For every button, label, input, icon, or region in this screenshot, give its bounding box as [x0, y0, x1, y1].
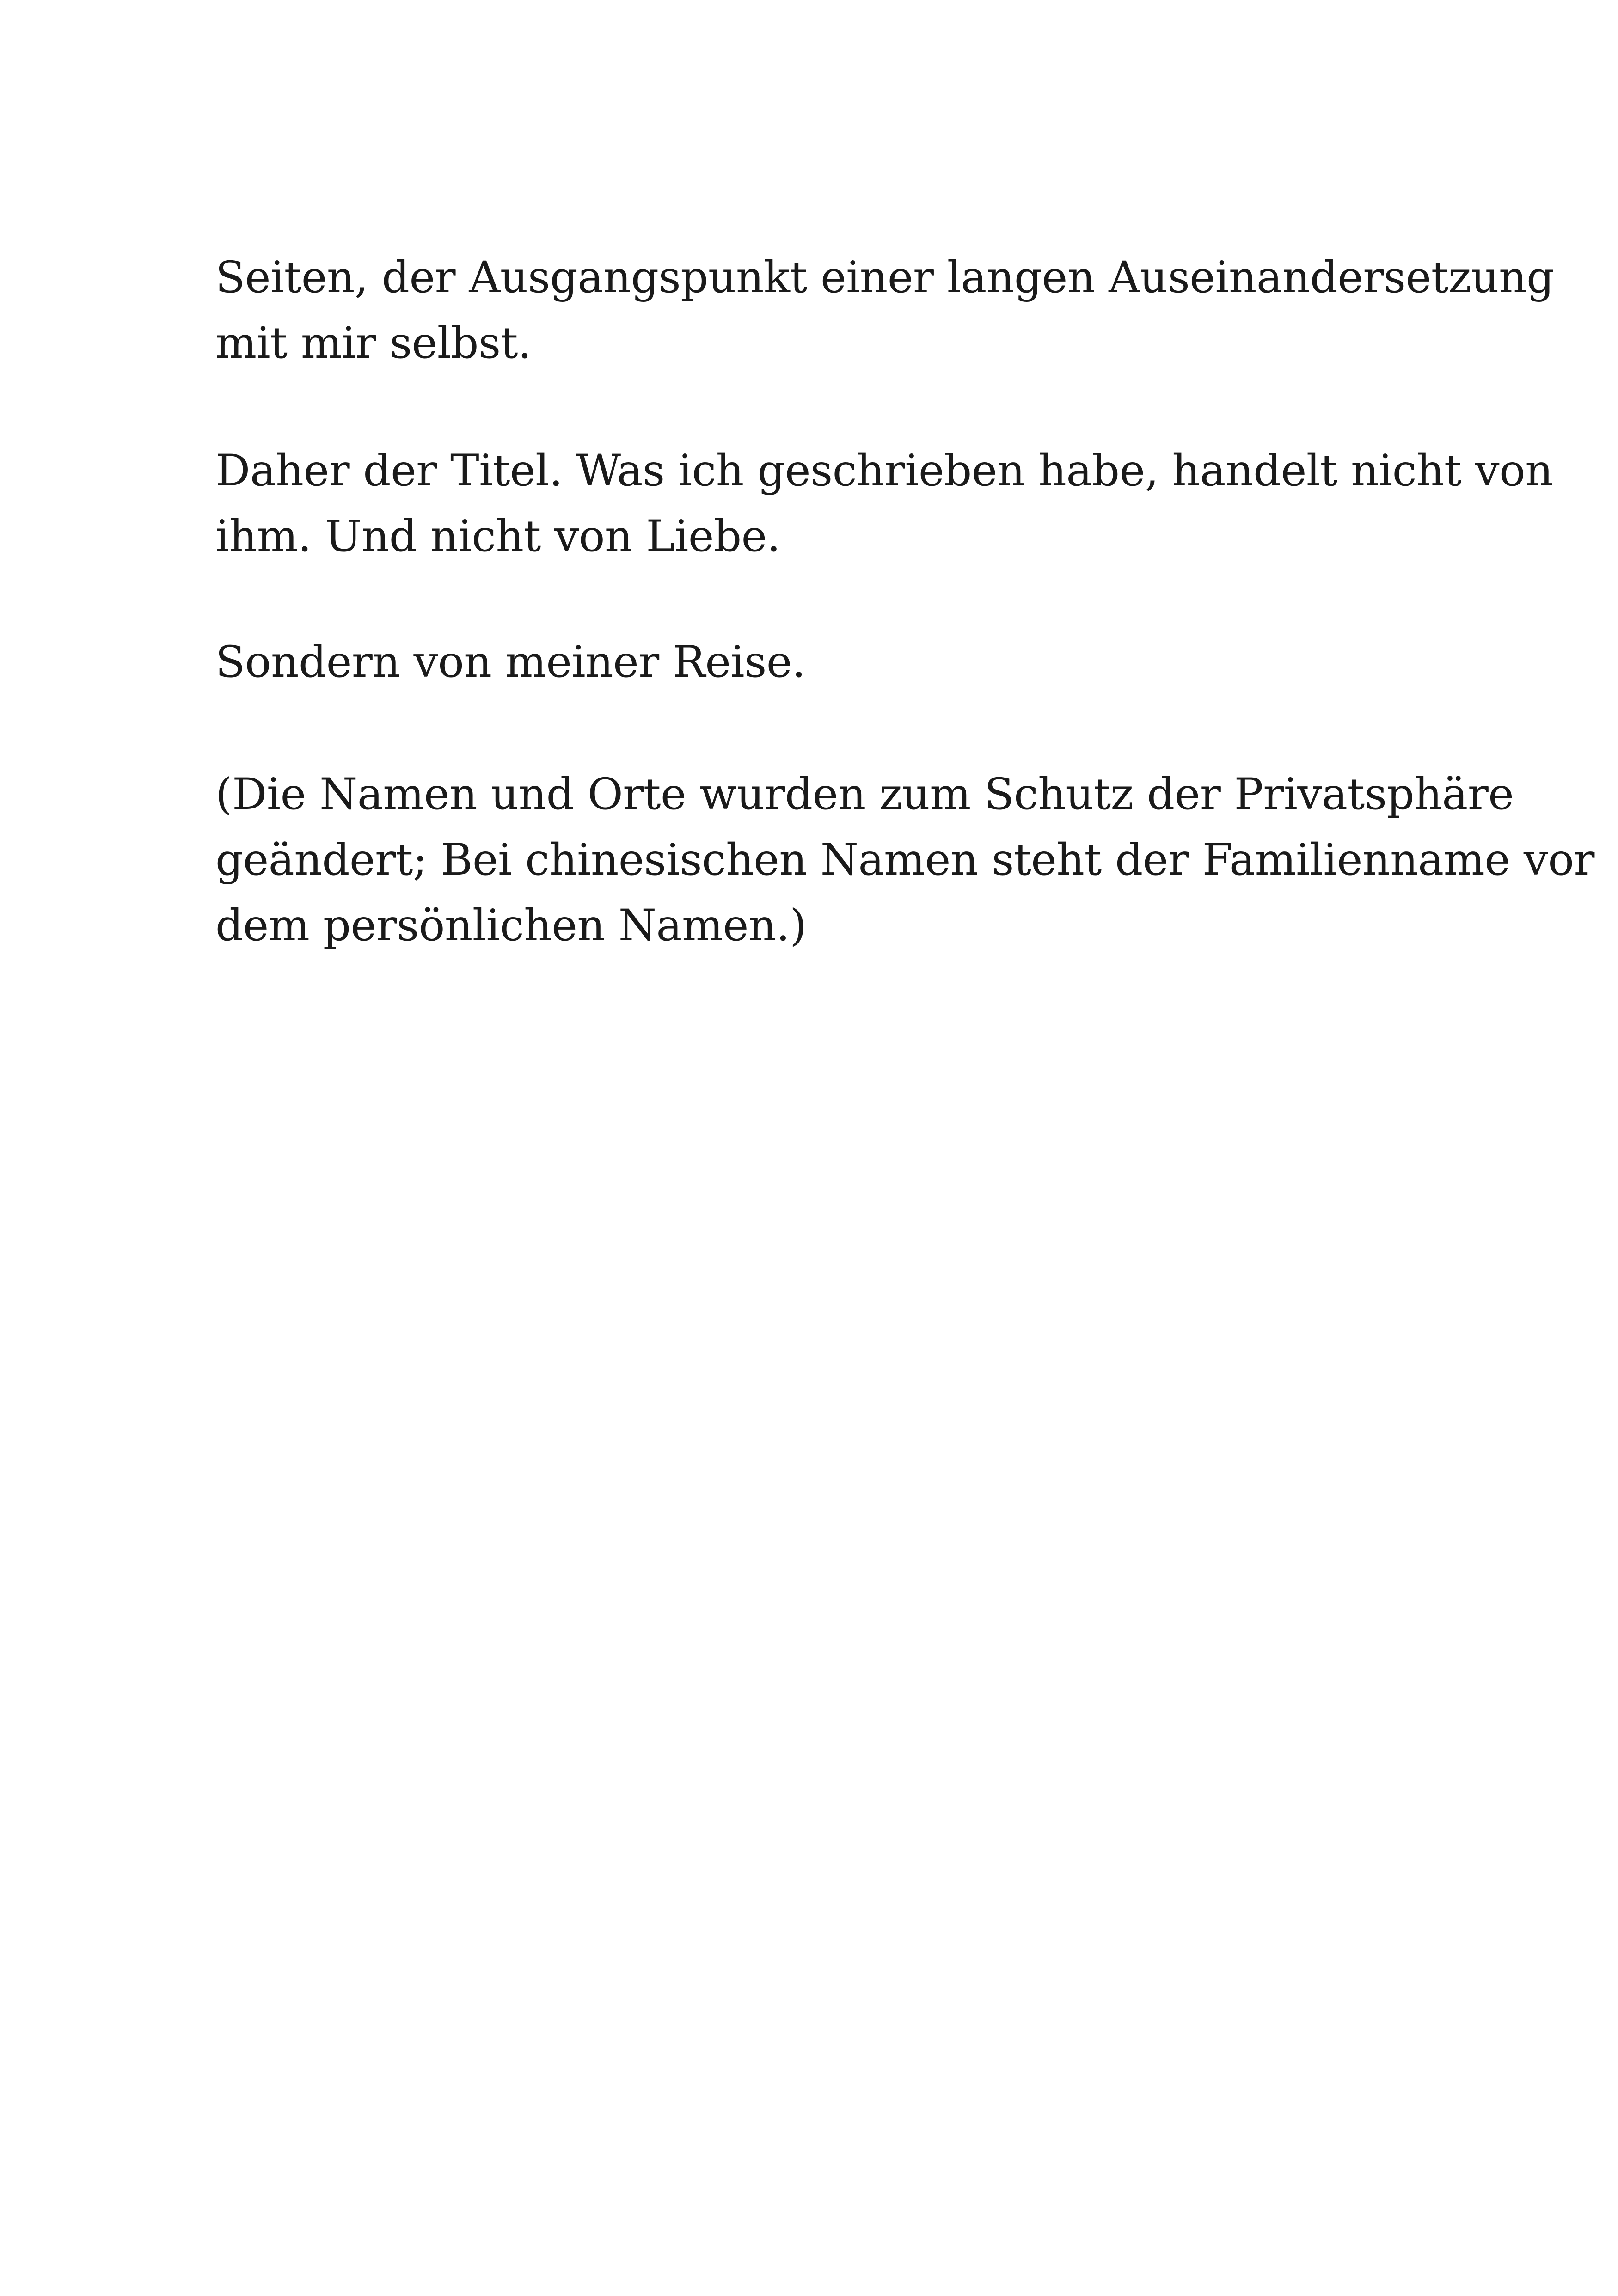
paragraph-line: Daher der Titel. Was ich geschrieben habe, handelt nicht von: [215, 446, 1553, 496]
paragraph-line: Seiten, der Ausgangspunkt einer langen Auseinandersetzung: [215, 252, 1554, 303]
paragraph-line: mit mir selbst.: [215, 318, 532, 368]
paragraph-line: (Die Namen und Orte wurden zum Schutz der Privatsphäre: [215, 769, 1514, 820]
paragraph-line: ihm. Und nicht von Liebe.: [215, 511, 781, 562]
paragraph-2: [215, 438, 1553, 569]
paragraph-line: geändert; Bei chinesischen Namen steht der Familienname vor: [215, 835, 1594, 885]
paragraph-1: [215, 245, 1554, 376]
paragraph-line: Sondern von meiner Reise.: [215, 637, 806, 687]
paragraph-4: [215, 762, 1594, 959]
paragraph-3: [215, 630, 1464, 695]
paragraph-line: dem persönlichen Namen.): [215, 900, 807, 951]
